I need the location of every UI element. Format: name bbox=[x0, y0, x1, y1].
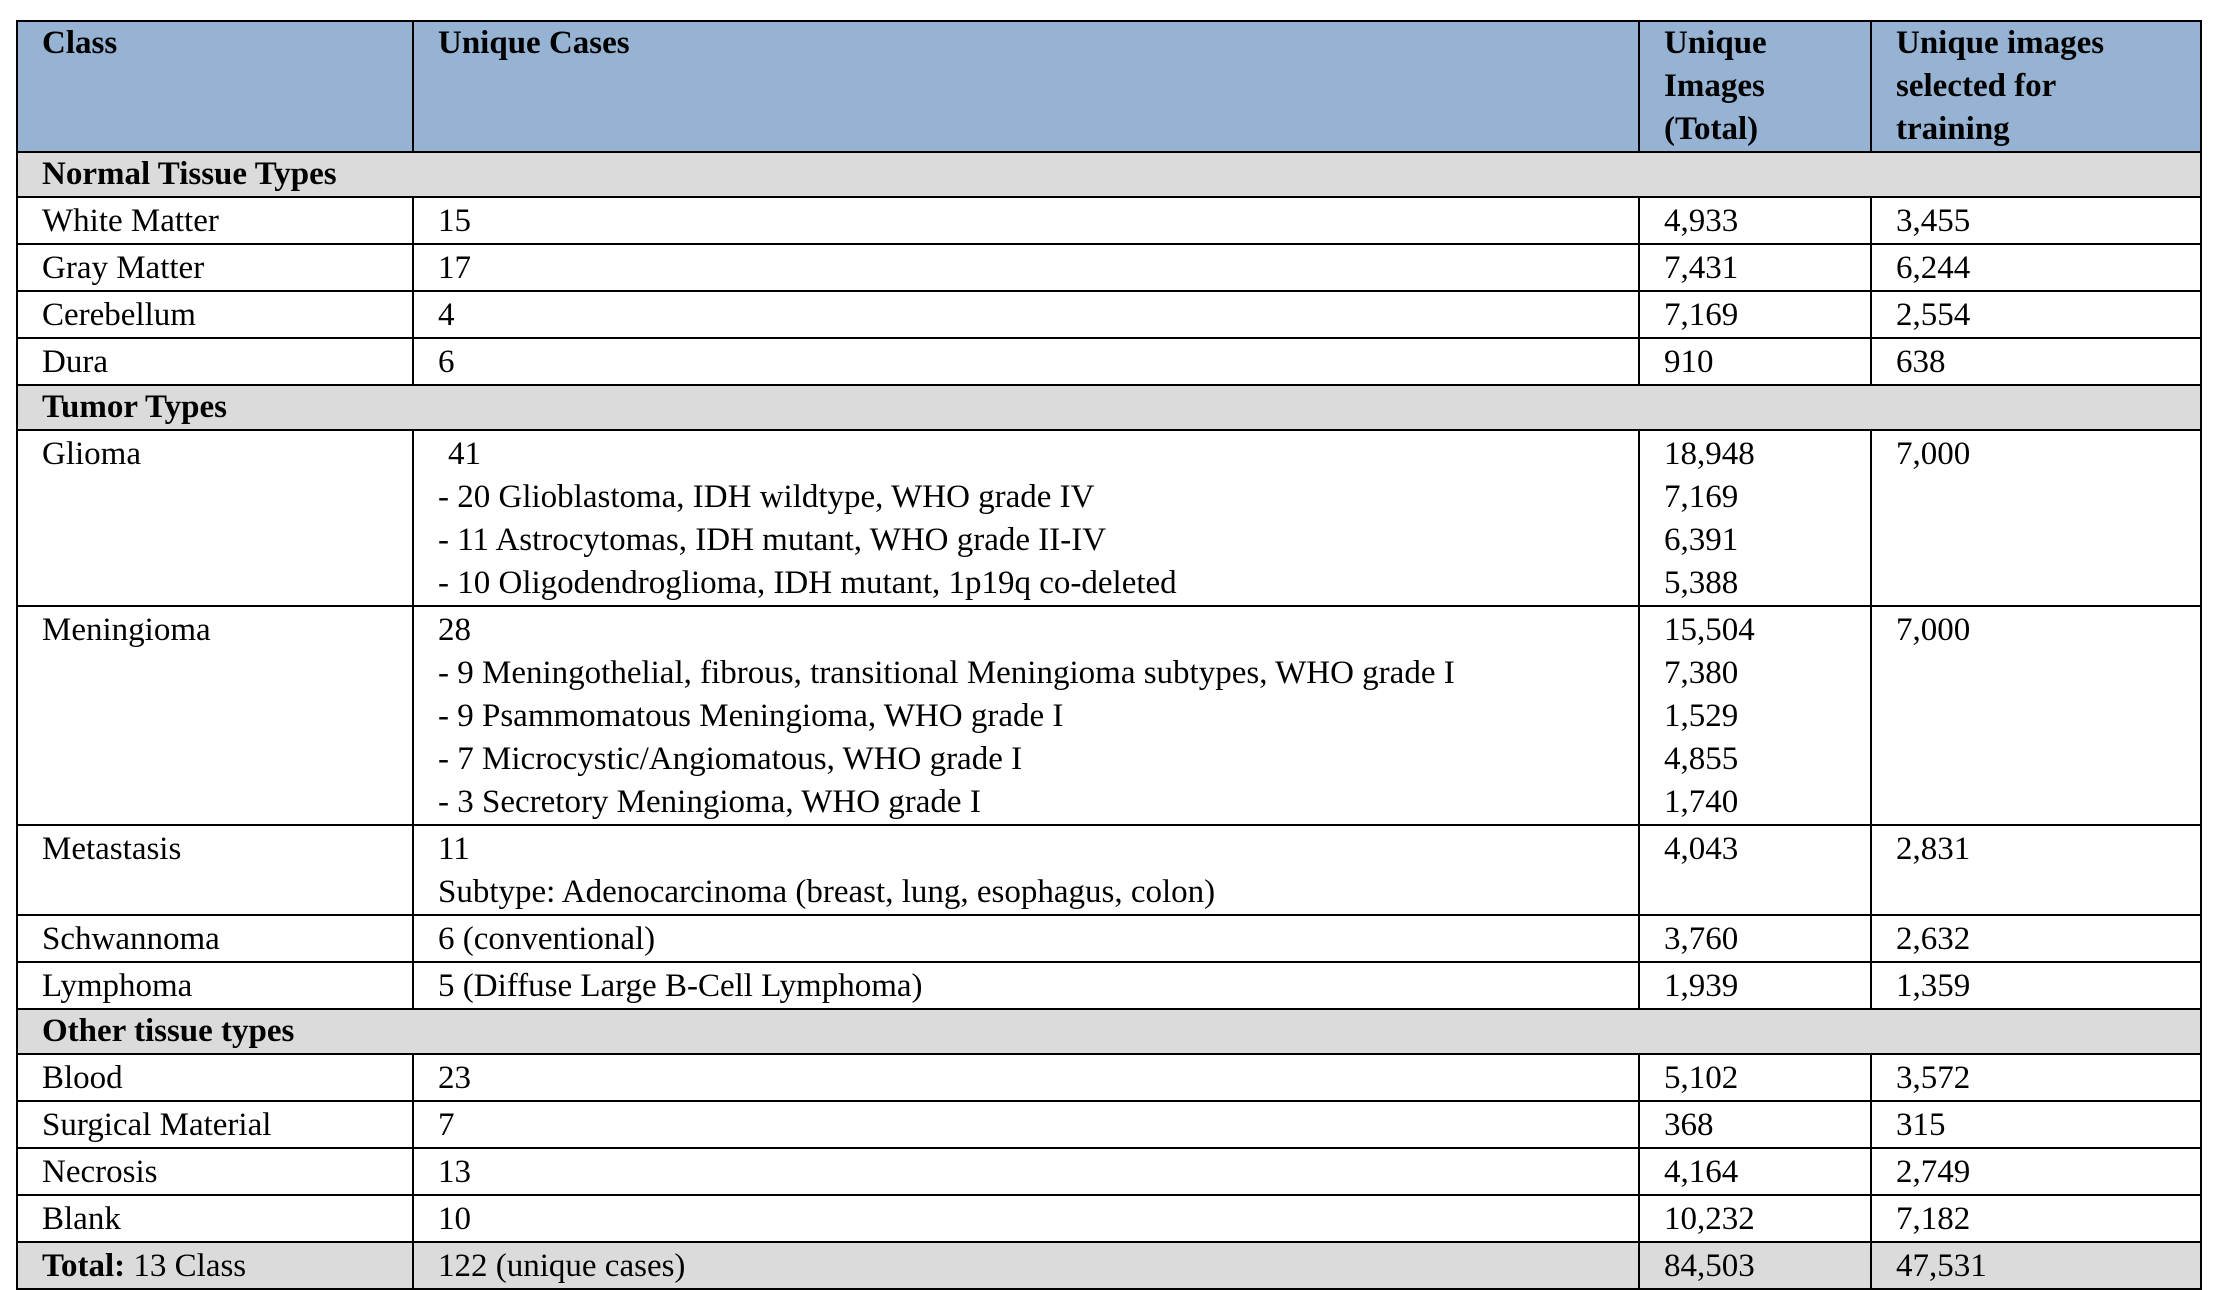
cell-images: 7,431 bbox=[1639, 244, 1871, 291]
cell-images: 5,102 bbox=[1639, 1054, 1871, 1101]
cell-images bbox=[1639, 606, 1871, 825]
image-line: 6,391 bbox=[1664, 522, 1739, 558]
case-line: - 10 Oligodendroglioma, IDH mutant, 1p19q co-deleted bbox=[438, 565, 1177, 601]
table-row bbox=[17, 244, 2201, 291]
cell-training: 2,749 bbox=[1871, 1148, 2201, 1195]
header-line: Images bbox=[1664, 68, 1765, 104]
cell-class: Lymphoma bbox=[17, 962, 413, 1009]
cell-images: 3,760 bbox=[1639, 915, 1871, 962]
cell-class: Blank bbox=[17, 1195, 413, 1242]
cell-images: 4,164 bbox=[1639, 1148, 1871, 1195]
cell-training: 7,000 bbox=[1871, 430, 2201, 606]
cell-class: Glioma bbox=[17, 430, 413, 606]
cell-cases: 23 bbox=[413, 1054, 1639, 1101]
cell-images: 368 bbox=[1639, 1101, 1871, 1148]
cell-images: 1,939 bbox=[1639, 962, 1871, 1009]
table-row bbox=[17, 197, 2201, 244]
cell-class: Dura bbox=[17, 338, 413, 385]
cell-cases: 6 (conventional) bbox=[413, 915, 1639, 962]
total-class-count: 13 Class bbox=[133, 1248, 247, 1284]
cell-total-cases: 122 (unique cases) bbox=[413, 1242, 1639, 1289]
cell-training: 3,455 bbox=[1871, 197, 2201, 244]
cell-class: Gray Matter bbox=[17, 244, 413, 291]
cell-images: 910 bbox=[1639, 338, 1871, 385]
cell-class: Schwannoma bbox=[17, 915, 413, 962]
table-row-lymphoma bbox=[17, 962, 2201, 1009]
header-line: training bbox=[1896, 111, 2010, 147]
image-line: 7,169 bbox=[1664, 479, 1739, 515]
header-row bbox=[17, 21, 2201, 152]
header-images-total bbox=[1639, 21, 1871, 152]
section-row-other bbox=[17, 1009, 2201, 1054]
table-row-meningioma bbox=[17, 606, 2201, 825]
cell-class: Cerebellum bbox=[17, 291, 413, 338]
section-label: Other tissue types bbox=[17, 1009, 2201, 1054]
image-line: 15,504 bbox=[1664, 612, 1755, 648]
cell-cases bbox=[413, 430, 1639, 606]
image-line: 5,388 bbox=[1664, 565, 1739, 601]
case-line: - 20 Glioblastoma, IDH wildtype, WHO grade IV bbox=[438, 479, 1095, 515]
cell-cases bbox=[413, 825, 1639, 915]
cell-cases: 17 bbox=[413, 244, 1639, 291]
total-row bbox=[17, 1242, 2201, 1289]
cell-training: 315 bbox=[1871, 1101, 2201, 1148]
cell-images: 10,232 bbox=[1639, 1195, 1871, 1242]
case-line: - 9 Meningothelial, fibrous, transitional Meningioma subtypes, WHO grade I bbox=[438, 655, 1455, 691]
cell-class: Surgical Material bbox=[17, 1101, 413, 1148]
cell-images bbox=[1639, 430, 1871, 606]
header-images-training bbox=[1871, 21, 2201, 152]
cell-cases: 15 bbox=[413, 197, 1639, 244]
cell-images: 4,933 bbox=[1639, 197, 1871, 244]
header-class: Class bbox=[17, 21, 413, 152]
total-label: Total: bbox=[42, 1248, 126, 1284]
cell-cases: 7 bbox=[413, 1101, 1639, 1148]
cell-training: 638 bbox=[1871, 338, 2201, 385]
header-line: Unique images bbox=[1896, 25, 2105, 61]
cell-training: 7,000 bbox=[1871, 606, 2201, 825]
cell-images: 7,169 bbox=[1639, 291, 1871, 338]
cell-total-class bbox=[17, 1242, 413, 1289]
cell-images: 4,043 bbox=[1639, 825, 1871, 915]
case-line: - 11 Astrocytomas, IDH mutant, WHO grade II-IV bbox=[438, 522, 1107, 558]
image-line: 1,740 bbox=[1664, 784, 1739, 820]
cell-training: 2,554 bbox=[1871, 291, 2201, 338]
section-row-normal bbox=[17, 152, 2201, 197]
image-line: 7,380 bbox=[1664, 655, 1739, 691]
header-line: (Total) bbox=[1664, 111, 1759, 147]
cell-training: 1,359 bbox=[1871, 962, 2201, 1009]
cell-class: Blood bbox=[17, 1054, 413, 1101]
table-row bbox=[17, 1101, 2201, 1148]
section-label: Normal Tissue Types bbox=[17, 152, 2201, 197]
cell-training: 7,182 bbox=[1871, 1195, 2201, 1242]
cell-class: Metastasis bbox=[17, 825, 413, 915]
cell-training: 6,244 bbox=[1871, 244, 2201, 291]
header-unique-cases: Unique Cases bbox=[413, 21, 1639, 152]
cell-class: Necrosis bbox=[17, 1148, 413, 1195]
case-line: 41 bbox=[448, 436, 481, 472]
cell-total-training: 47,531 bbox=[1871, 1242, 2201, 1289]
table-row bbox=[17, 291, 2201, 338]
dataset-table bbox=[16, 20, 2202, 1290]
cell-cases: 10 bbox=[413, 1195, 1639, 1242]
cell-cases bbox=[413, 606, 1639, 825]
table-row-glioma bbox=[17, 430, 2201, 606]
cell-training: 3,572 bbox=[1871, 1054, 2201, 1101]
cell-training: 2,632 bbox=[1871, 915, 2201, 962]
section-label: Tumor Types bbox=[17, 385, 2201, 430]
case-line: - 3 Secretory Meningioma, WHO grade I bbox=[438, 784, 981, 820]
cell-cases: 5 (Diffuse Large B-Cell Lymphoma) bbox=[413, 962, 1639, 1009]
image-line: 4,855 bbox=[1664, 741, 1739, 777]
header-line: selected for bbox=[1896, 68, 2057, 104]
case-line: 11 bbox=[438, 831, 470, 867]
table-row bbox=[17, 338, 2201, 385]
cell-total-images: 84,503 bbox=[1639, 1242, 1871, 1289]
section-row-tumor bbox=[17, 385, 2201, 430]
image-line: 18,948 bbox=[1664, 436, 1755, 472]
cell-class: White Matter bbox=[17, 197, 413, 244]
header-line: Unique bbox=[1664, 25, 1767, 61]
case-line: - 9 Psammomatous Meningioma, WHO grade I bbox=[438, 698, 1064, 734]
case-line: - 7 Microcystic/Angiomatous, WHO grade I bbox=[438, 741, 1023, 777]
case-line: Subtype: Adenocarcinoma (breast, lung, esophagus, colon) bbox=[438, 874, 1216, 910]
table-row bbox=[17, 1054, 2201, 1101]
cell-cases: 4 bbox=[413, 291, 1639, 338]
case-line: 28 bbox=[438, 612, 471, 648]
cell-class: Meningioma bbox=[17, 606, 413, 825]
cell-cases: 6 bbox=[413, 338, 1639, 385]
cell-cases: 13 bbox=[413, 1148, 1639, 1195]
table-row-metastasis bbox=[17, 825, 2201, 915]
table-row bbox=[17, 1148, 2201, 1195]
cell-training: 2,831 bbox=[1871, 825, 2201, 915]
table-row bbox=[17, 1195, 2201, 1242]
image-line: 1,529 bbox=[1664, 698, 1739, 734]
table-row-schwannoma bbox=[17, 915, 2201, 962]
